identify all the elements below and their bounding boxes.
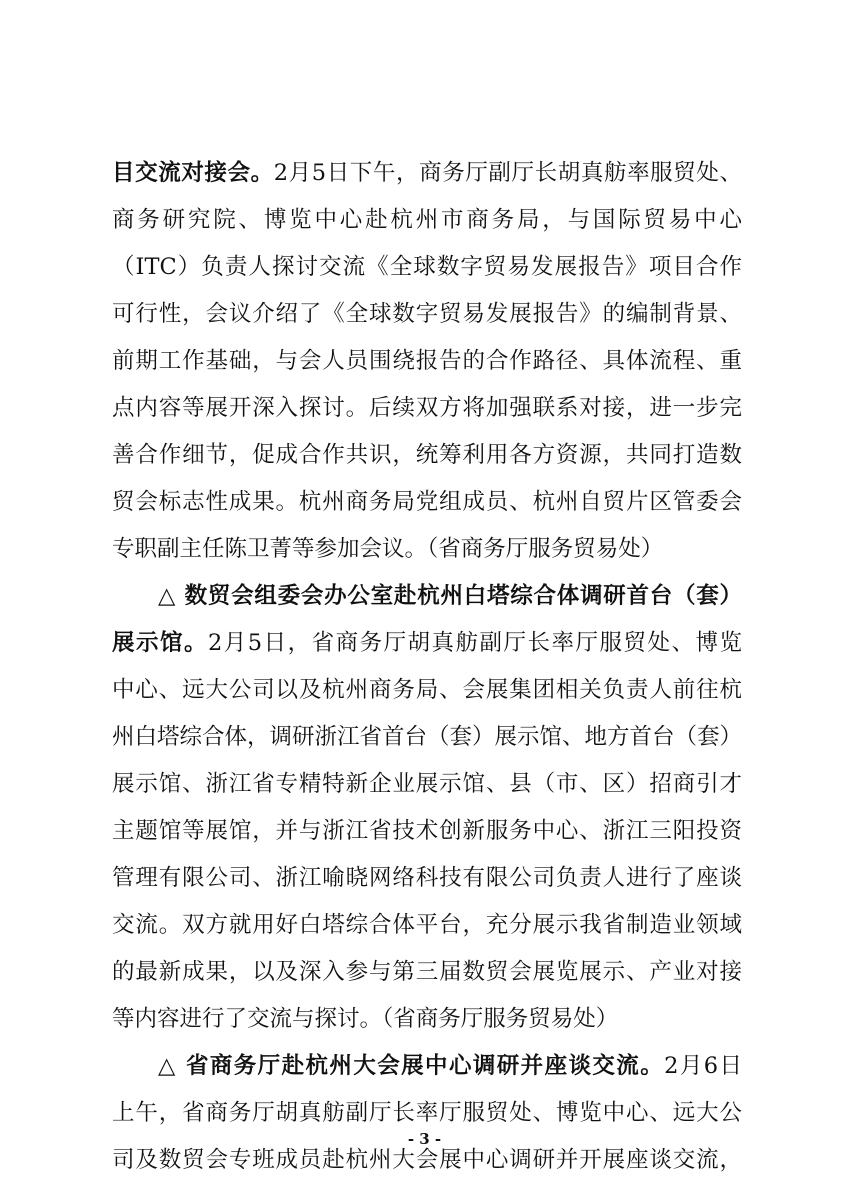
bold-heading-fragment: 展示馆。 [112, 630, 208, 656]
text-fragment: 2月6日 [664, 1053, 742, 1079]
text-line: 前期工作基础，与会人员围绕报告的合作路径、具体流程、重 [112, 348, 742, 374]
text-line: 贸会标志性成果。杭州商务局党组成员、杭州自贸片区管委会 [112, 489, 742, 515]
text-line: 点内容等展开深入探讨。后续双方将加强联系对接，进一步完 [112, 395, 742, 421]
text-line: 展示馆、浙江省专精特新企业展示馆、县（市、区）招商引才 [112, 771, 742, 797]
text-line: 专职副主任陈卫菁等参加会议。（省商务厅服务贸易处） [112, 536, 664, 562]
text-line: 管理有限公司、浙江喻晓网络科技有限公司负责人进行了座谈 [112, 865, 742, 891]
text-line: （ITC）负责人探讨交流《全球数字贸易发展报告》项目合作 [112, 254, 742, 280]
text-line [112, 1043, 742, 1090]
text-line: 善合作细节，促成合作共识，统筹利用各方资源，共同打造数 [112, 442, 742, 468]
text-line: 交流。双方就用好白塔综合体平台，充分展示我省制造业领域 [112, 912, 742, 938]
page-number: - 3 - [407, 1130, 442, 1148]
text-fragment: 2月5日，省商务厅胡真舫副厅长率厅服贸处、博览 [207, 630, 742, 656]
text-line: 主题馆等展馆，并与浙江省技术创新服务中心、浙江三阳投资 [112, 818, 742, 844]
text-line [112, 620, 742, 667]
text-line: 的最新成果，以及深入参与第三届数贸会展览展示、产业对接 [112, 959, 742, 985]
text-line: 州白塔综合体，调研浙江省首台（套）展示馆、地方首台（套） [112, 724, 743, 750]
text-fragment: 2月5日下午，商务厅副厅长胡真舫率服贸处、 [273, 160, 742, 186]
text-line: 司及数贸会专班成员赴杭州大会展中心调研并开展座谈交流， [112, 1147, 742, 1173]
text-line: 商务研究院、博览中心赴杭州市商务局，与国际贸易中心 [112, 207, 742, 233]
paragraph-baita-exhibition [112, 573, 742, 1043]
text-line: 等内容进行了交流与探讨。（省商务厅服务贸易处） [112, 1006, 619, 1032]
document-body [112, 150, 742, 1184]
bold-heading-fragment: 目交流对接会。 [112, 160, 274, 186]
paragraph-convention-center [112, 1043, 742, 1184]
paragraph-heading: △ 数贸会组委会办公室赴杭州白塔综合体调研首台（套） [158, 583, 742, 609]
text-line: 上午，省商务厅胡真舫副厅长率厅服贸处、博览中心、远大公 [112, 1100, 742, 1126]
text-line: 可行性，会议介绍了《全球数字贸易发展报告》的编制背景、 [112, 301, 742, 327]
text-line [112, 150, 742, 197]
paragraph-itc-meeting [112, 150, 742, 573]
bold-heading-fragment: △ 省商务厅赴杭州大会展中心调研并座谈交流。 [158, 1053, 665, 1079]
text-line: 中心、远大公司以及杭州商务局、会展集团相关负责人前往杭 [112, 677, 742, 703]
